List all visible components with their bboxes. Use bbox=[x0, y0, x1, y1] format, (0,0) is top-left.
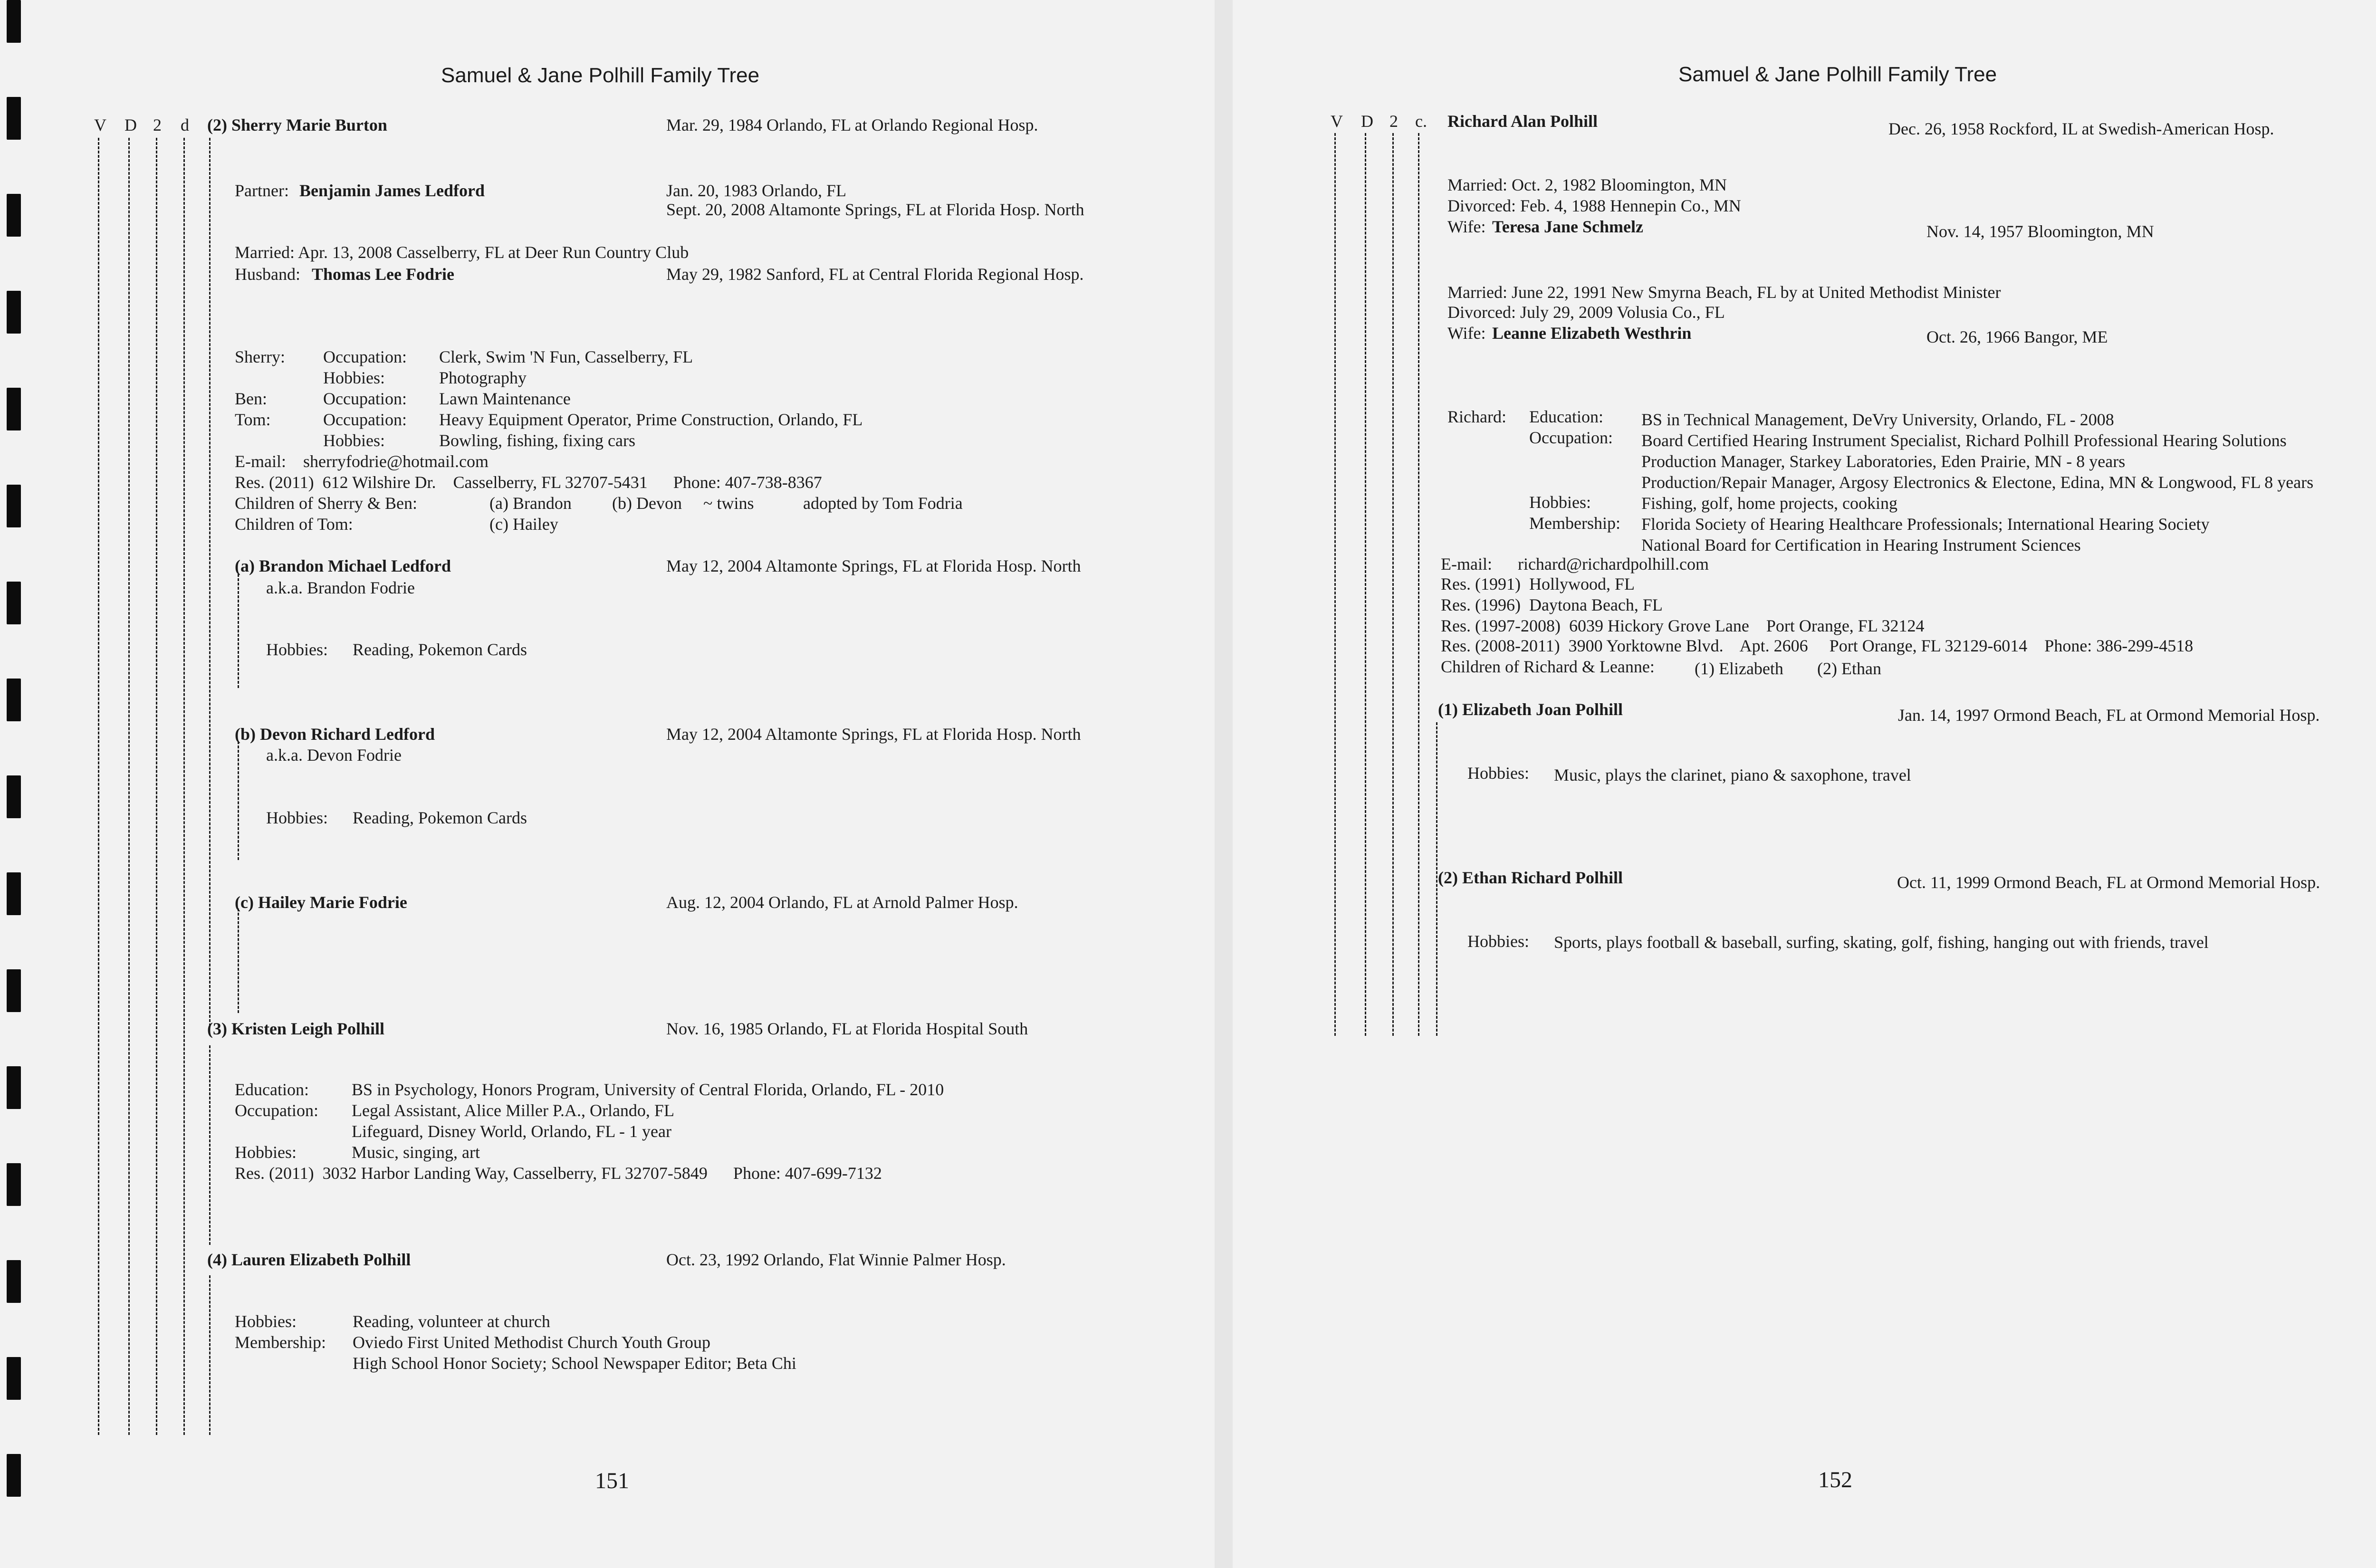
descent-line bbox=[209, 138, 211, 1026]
detail-who: Richard: bbox=[1447, 407, 1506, 426]
person-heading: (3) Kristen Leigh Polhill bbox=[207, 1019, 384, 1038]
person-heading: (a) Brandon Michael Ledford bbox=[235, 556, 451, 575]
descent-line bbox=[238, 908, 239, 1013]
detail-who: Ben: bbox=[235, 389, 267, 408]
children-label: Children of Richard & Leanne: bbox=[1441, 657, 1655, 676]
descent-line bbox=[183, 138, 185, 1435]
binding-hole bbox=[7, 1357, 21, 1400]
detail-who: Sherry: bbox=[235, 347, 285, 366]
husband-birth: May 29, 1982 Sanford, FL at Central Florida Regional Hosp. bbox=[666, 265, 1084, 284]
partner-birth: Jan. 20, 1983 Orlando, FL bbox=[666, 181, 846, 200]
descent-line bbox=[238, 574, 239, 688]
wife-label: Wife: bbox=[1447, 217, 1486, 236]
husband-name: Thomas Lee Fodrie bbox=[312, 265, 454, 284]
education-label: Education: bbox=[1529, 407, 1603, 426]
binding-hole bbox=[7, 1066, 21, 1109]
person-heading: (c) Hailey Marie Fodrie bbox=[235, 893, 407, 912]
descent-line bbox=[1334, 133, 1336, 1036]
descent-line bbox=[128, 138, 130, 1435]
detail-value: Heavy Equipment Operator, Prime Construction, Orlando, FL bbox=[439, 410, 863, 429]
occupation-value: Production/Repair Manager, Argosy Electronics & Electone, Edina, MN & Longwood, FL 8 years bbox=[1641, 473, 2314, 492]
binding-hole bbox=[7, 0, 21, 43]
person-heading: (4) Lauren Elizabeth Polhill bbox=[207, 1250, 411, 1269]
partner-name: Benjamin James Ledford bbox=[299, 181, 485, 200]
birth-info: Dec. 26, 1958 Rockford, IL at Swedish-American Hosp. bbox=[1888, 119, 2274, 138]
occupation-value: Lifeguard, Disney World, Orlando, FL - 1 year bbox=[352, 1122, 671, 1141]
detail-value: Photography bbox=[439, 368, 527, 387]
marriage-info: Married: Oct. 2, 1982 Bloomington, MN bbox=[1447, 175, 1727, 194]
binding-hole bbox=[7, 969, 21, 1012]
husband-label: Husband: bbox=[235, 265, 300, 284]
occupation-value: Production Manager, Starkey Laboratories, Eden Prairie, MN - 8 years bbox=[1641, 452, 2126, 471]
lineage-d: D bbox=[125, 115, 137, 134]
detail-label: Hobbies: bbox=[323, 431, 385, 450]
hobbies-value: Reading, volunteer at church bbox=[353, 1312, 550, 1331]
email: E-mail: sherryfodrie@hotmail.com bbox=[235, 452, 489, 471]
membership-value: Florida Society of Hearing Healthcare Professionals; International Hearing Society bbox=[1641, 515, 2210, 534]
lineage-c: c. bbox=[1415, 112, 1427, 131]
detail-label: Occupation: bbox=[323, 410, 407, 429]
wife-birth: Oct. 26, 1966 Bangor, ME bbox=[1926, 327, 2108, 346]
descent-line bbox=[156, 138, 157, 1435]
birth-info: Oct. 11, 1999 Ormond Beach, FL at Ormond Memorial Hosp. bbox=[1897, 873, 2320, 892]
lineage-2: 2 bbox=[153, 115, 162, 134]
wife-label: Wife: bbox=[1447, 324, 1486, 343]
divorce-info: Divorced: July 29, 2009 Volusia Co., FL bbox=[1447, 303, 1725, 322]
binding-hole bbox=[7, 775, 21, 818]
detail-value: Lawn Maintenance bbox=[439, 389, 571, 408]
lineage-v: V bbox=[1331, 112, 1343, 131]
person-heading: (b) Devon Richard Ledford bbox=[235, 725, 435, 744]
child-ref: (2) Ethan bbox=[1817, 659, 1881, 678]
residence: Res. (2011) 612 Wilshire Dr. Casselberry, FL 32707-5431 Phone: 407-738-8367 bbox=[235, 473, 822, 492]
child-ref: (c) Hailey bbox=[489, 515, 558, 534]
person-heading: (2) Sherry Marie Burton bbox=[207, 115, 387, 134]
lineage-d-lower: d bbox=[181, 115, 189, 134]
marriage-info: Married: June 22, 1991 New Smyrna Beach, FL by at United Methodist Minister bbox=[1447, 283, 2001, 302]
child-ref: (a) Brandon bbox=[489, 494, 572, 513]
wife-name: Teresa Jane Schmelz bbox=[1492, 217, 1643, 236]
child-ref: (1) Elizabeth bbox=[1695, 659, 1783, 678]
residence: Res. (2011) 3032 Harbor Landing Way, Casselberry, FL 32707-5849 Phone: 407-699-7132 bbox=[235, 1164, 882, 1183]
education-value: BS in Technical Management, DeVry University, Orlando, FL - 2008 bbox=[1641, 410, 2114, 429]
marriage-info: Married: Apr. 13, 2008 Casselberry, FL at Deer Run Country Club bbox=[235, 243, 689, 262]
children-label: Children of Sherry & Ben: bbox=[235, 494, 417, 513]
page-title: Samuel & Jane Polhill Family Tree bbox=[441, 64, 760, 87]
partner-label: Partner: bbox=[235, 181, 289, 200]
occupation-value: Legal Assistant, Alice Miller P.A., Orlando, FL bbox=[352, 1101, 674, 1120]
detail-who: Tom: bbox=[235, 410, 271, 429]
email: E-mail: richard@richardpolhill.com bbox=[1441, 555, 1709, 574]
hobbies-value: Music, plays the clarinet, piano & saxophone, travel bbox=[1554, 765, 1911, 784]
birth-info: May 12, 2004 Altamonte Springs, FL at Florida Hosp. North bbox=[666, 556, 1081, 575]
birth-info: May 12, 2004 Altamonte Springs, FL at Florida Hosp. North bbox=[666, 725, 1081, 744]
wife-birth: Nov. 14, 1957 Bloomington, MN bbox=[1926, 222, 2154, 241]
twins-note: ~ twins bbox=[703, 494, 754, 513]
hobbies-label: Hobbies: bbox=[266, 640, 328, 659]
aka: a.k.a. Devon Fodrie bbox=[266, 746, 402, 765]
partner-death: Sept. 20, 2008 Altamonte Springs, FL at Florida Hosp. North bbox=[666, 200, 1084, 219]
birth-info: Nov. 16, 1985 Orlando, FL at Florida Hospital South bbox=[666, 1019, 1028, 1038]
hobbies-label: Hobbies: bbox=[266, 808, 328, 827]
hobbies-value: Reading, Pokemon Cards bbox=[353, 808, 527, 827]
residence: Res. (2008-2011) 3900 Yorktowne Blvd. Apt. 2606 Port Orange, FL 32129-6014 Phone: 386-299-4518 bbox=[1441, 636, 2194, 655]
membership-label: Membership: bbox=[1529, 514, 1620, 533]
hobbies-value: Fishing, golf, home projects, cooking bbox=[1641, 494, 1897, 513]
binding-holes-left bbox=[7, 0, 21, 1568]
binding-hole bbox=[7, 388, 21, 430]
lineage-d: D bbox=[1361, 112, 1373, 131]
binding-hole bbox=[7, 291, 21, 334]
page-number: 151 bbox=[595, 1468, 629, 1493]
wife-name: Leanne Elizabeth Westhrin bbox=[1492, 324, 1692, 343]
birth-info: Mar. 29, 1984 Orlando, FL at Orlando Regional Hosp. bbox=[666, 115, 1038, 134]
binding-hole bbox=[7, 485, 21, 527]
detail-value: Bowling, fishing, fixing cars bbox=[439, 431, 635, 450]
membership-value: Oviedo First United Methodist Church Youth Group bbox=[353, 1333, 711, 1352]
residence: Res. (1997-2008) 6039 Hickory Grove Lane Port Orange, FL 32124 bbox=[1441, 616, 1925, 635]
child-ref: (b) Devon bbox=[612, 494, 682, 513]
binding-hole bbox=[7, 582, 21, 624]
children-label: Children of Tom: bbox=[235, 515, 353, 534]
descent-line bbox=[209, 1275, 211, 1435]
binding-hole bbox=[7, 679, 21, 721]
occupation-value: Board Certified Hearing Instrument Specialist, Richard Polhill Professional Hearing Solutions bbox=[1641, 431, 2287, 450]
hobbies-label: Hobbies: bbox=[235, 1312, 297, 1331]
education-label: Education: bbox=[235, 1080, 309, 1099]
binding-hole bbox=[7, 194, 21, 237]
binding-hole bbox=[7, 872, 21, 915]
birth-info: Aug. 12, 2004 Orlando, FL at Arnold Palmer Hosp. bbox=[666, 893, 1018, 912]
descent-line bbox=[238, 741, 239, 860]
person-heading: Richard Alan Polhill bbox=[1447, 112, 1598, 131]
page-number: 152 bbox=[1818, 1467, 1852, 1492]
detail-value: Clerk, Swim 'N Fun, Casselberry, FL bbox=[439, 347, 693, 366]
page-152 bbox=[1233, 0, 2376, 1568]
membership-value: National Board for Certification in Hearing Instrument Sciences bbox=[1641, 535, 2081, 555]
education-value: BS in Psychology, Honors Program, University of Central Florida, Orlando, FL - 2010 bbox=[352, 1080, 944, 1099]
descent-line bbox=[1436, 722, 1437, 1036]
hobbies-value: Reading, Pokemon Cards bbox=[353, 640, 527, 659]
hobbies-value: Sports, plays football & baseball, surfing, skating, golf, fishing, hanging out with friends, travel bbox=[1554, 933, 2209, 952]
hobbies-label: Hobbies: bbox=[235, 1143, 297, 1162]
adoption-note: adopted by Tom Fodria bbox=[803, 494, 963, 513]
residence: Res. (1996) Daytona Beach, FL bbox=[1441, 595, 1663, 614]
divorce-info: Divorced: Feb. 4, 1988 Hennepin Co., MN bbox=[1447, 196, 1741, 215]
occupation-label: Occupation: bbox=[1529, 428, 1613, 447]
hobbies-label: Hobbies: bbox=[1467, 932, 1529, 951]
occupation-label: Occupation: bbox=[235, 1101, 318, 1120]
descent-line bbox=[98, 138, 99, 1435]
birth-info: Oct. 23, 1992 Orlando, Flat Winnie Palmer Hosp. bbox=[666, 1250, 1006, 1269]
aka: a.k.a. Brandon Fodrie bbox=[266, 578, 415, 597]
descent-line bbox=[1392, 133, 1394, 1036]
binding-hole bbox=[7, 1454, 21, 1497]
person-heading: (1) Elizabeth Joan Polhill bbox=[1438, 700, 1623, 719]
descent-line bbox=[209, 1045, 211, 1245]
binding-hole bbox=[7, 1163, 21, 1206]
detail-label: Hobbies: bbox=[323, 368, 385, 387]
membership-label: Membership: bbox=[235, 1333, 326, 1352]
hobbies-value: Music, singing, art bbox=[352, 1143, 480, 1162]
hobbies-label: Hobbies: bbox=[1529, 493, 1591, 512]
person-heading: (2) Ethan Richard Polhill bbox=[1438, 868, 1623, 887]
membership-value: High School Honor Society; School Newspaper Editor; Beta Chi bbox=[353, 1354, 796, 1373]
descent-line bbox=[1418, 133, 1419, 1036]
hobbies-label: Hobbies: bbox=[1467, 764, 1529, 783]
binding-hole bbox=[7, 1260, 21, 1303]
birth-info: Jan. 14, 1997 Ormond Beach, FL at Ormond Memorial Hosp. bbox=[1898, 706, 2320, 725]
page-title: Samuel & Jane Polhill Family Tree bbox=[1678, 63, 1997, 86]
residence: Res. (1991) Hollywood, FL bbox=[1441, 574, 1635, 593]
lineage-v: V bbox=[94, 115, 106, 134]
descent-line bbox=[1365, 133, 1366, 1036]
binding-hole bbox=[7, 97, 21, 140]
lineage-2: 2 bbox=[1389, 112, 1398, 131]
detail-label: Occupation: bbox=[323, 389, 407, 408]
detail-label: Occupation: bbox=[323, 347, 407, 366]
